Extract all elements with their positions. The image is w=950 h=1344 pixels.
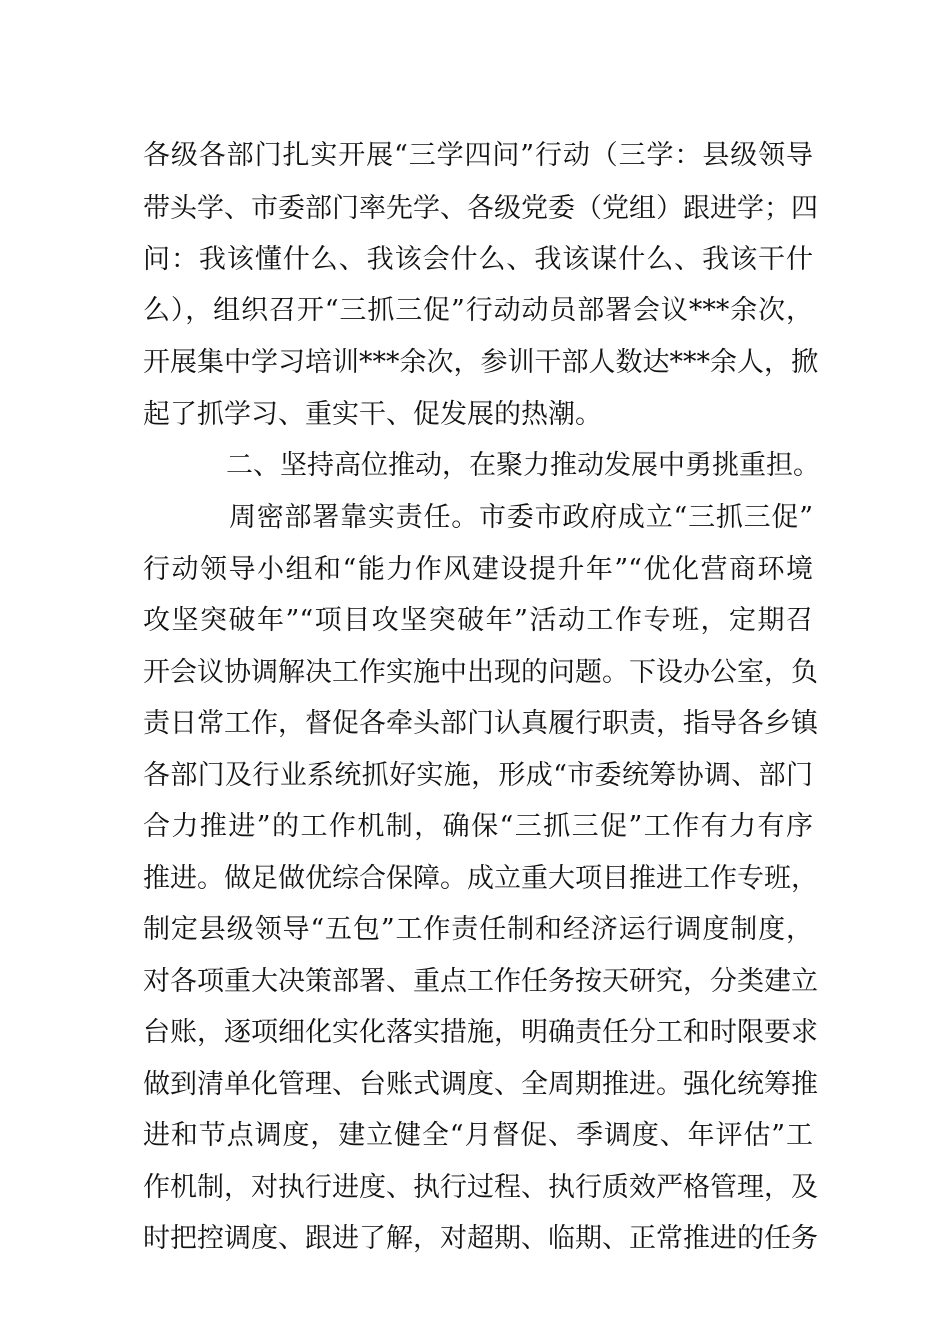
paragraph-2-line-6: 各部门及行业系统抓好实施，形成“市委统筹协调、部门: [143, 760, 813, 791]
paragraph-1-line-2: 带头学、市委部门率先学、各级党委（党组）跟进学；四: [143, 193, 818, 224]
paragraph-2-line-12: 做到清单化管理、台账式调度、全周期推进。强化统筹推: [143, 1069, 818, 1100]
paragraph-2-line-8: 推进。做足做优综合保障。成立重大项目推进工作专班，: [143, 863, 818, 894]
paragraph-2-line-15: 时把控调度、跟进了解，对超期、临期、正常推进的任务: [143, 1223, 818, 1254]
paragraph-2-line-9: 制定县级领导“五包”工作责任制和经济运行调度制度，: [143, 914, 813, 945]
paragraph-2-line-7: 合力推进”的工作机制，确保“三抓三促”工作有力有序: [143, 811, 813, 842]
section-heading: 二、坚持高位推动，在聚力推动发展中勇挑重担。: [226, 450, 820, 481]
paragraph-2-line-5: 责日常工作，督促各牵头部门认真履行职责，指导各乡镇: [143, 708, 818, 739]
paragraph-2-line-13: 进和节点调度，建立健全“月督促、季调度、年评估”工: [143, 1120, 813, 1151]
paragraph-2-line-3: 攻坚突破年”“项目攻坚突破年”活动工作专班，定期召: [143, 605, 813, 636]
paragraph-2-line-11: 台账，逐项细化实化落实措施，明确责任分工和时限要求: [143, 1017, 818, 1048]
paragraph-2-line-2: 行动领导小组和“能力作风建设提升年”“优化营商环境: [143, 554, 813, 585]
paragraph-2-line-14: 作机制，对执行进度、执行过程、执行质效严格管理，及: [143, 1172, 818, 1203]
paragraph-1-line-5: 开展集中学习培训***余次，参训干部人数达***余人，掀: [143, 347, 818, 378]
paragraph-1-line-4: 么），组织召开“三抓三促”行动动员部署会议***余次，: [143, 295, 813, 326]
paragraph-1-line-1: 各级各部门扎实开展“三学四问”行动（三学：县级领导: [143, 140, 813, 171]
paragraph-2-line-4: 开会议协调解决工作实施中出现的问题。下设办公室，负: [143, 657, 818, 688]
paragraph-2-line-1: 周密部署靠实责任。市委市政府成立“三抓三促”: [229, 502, 813, 533]
paragraph-1-line-6: 起了抓学习、重实干、促发展的热潮。: [143, 399, 602, 430]
paragraph-1-line-3: 问：我该懂什么、我该会什么、我该谋什么、我该干什: [143, 244, 813, 275]
paragraph-2-line-10: 对各项重大决策部署、重点工作任务按天研究，分类建立: [143, 966, 818, 997]
